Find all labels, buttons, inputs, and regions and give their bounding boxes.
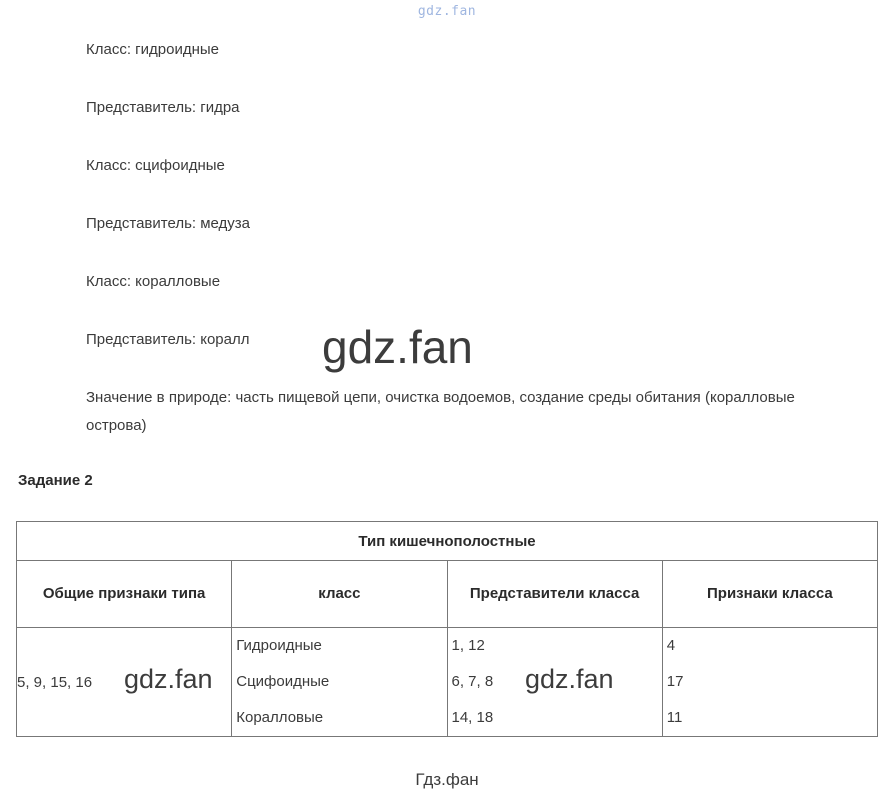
watermark-center: gdz.fan bbox=[322, 321, 473, 373]
table-caption: Тип кишечнополостные bbox=[17, 522, 878, 561]
class-name: Гидроидные bbox=[236, 637, 322, 654]
paragraph-nature-significance: Значение в природе: часть пищевой цепи, очистка водоемов, создание среды обитания (коралловые острова) bbox=[86, 389, 795, 434]
task-heading: Задание 2 bbox=[18, 472, 93, 489]
paragraph-representative-medusa: Представитель: медуза bbox=[86, 215, 251, 232]
paragraph-class-scyphoid: Класс: сцифоидные bbox=[86, 157, 225, 174]
paragraph-representative-hydra: Представитель: гидра bbox=[86, 99, 240, 116]
class-feature-value: 17 bbox=[666, 673, 684, 690]
header-class: класс bbox=[232, 561, 447, 628]
cell-common-features: 5, 9, 15, 16 bbox=[17, 628, 232, 737]
watermark-table-right: gdz.fan bbox=[525, 664, 614, 694]
table-caption-row bbox=[17, 522, 878, 561]
paragraph-class-coral: Класс: коралловые bbox=[86, 273, 221, 290]
header-representatives: Представители класса bbox=[447, 561, 662, 628]
representatives-value: 6, 7, 8 bbox=[451, 673, 494, 690]
cell-representatives bbox=[447, 628, 662, 737]
paragraph-representative-coral: Представитель: коралл bbox=[86, 331, 250, 348]
table-data-row bbox=[17, 628, 878, 737]
document-body bbox=[86, 36, 846, 466]
watermark-top: gdz.fan bbox=[417, 4, 477, 19]
watermark-table-left: gdz.fan bbox=[124, 664, 213, 694]
class-name: Коралловые bbox=[236, 709, 324, 726]
paragraph-class-hydroid: Класс: гидроидные bbox=[86, 41, 219, 58]
class-feature-value: 4 bbox=[666, 637, 676, 654]
cell-classes bbox=[232, 628, 447, 737]
representatives-value: 14, 18 bbox=[451, 709, 494, 726]
header-common-features: Общие признаки типа bbox=[17, 561, 232, 628]
class-name: Сцифоидные bbox=[236, 673, 330, 690]
class-feature-value: 11 bbox=[666, 709, 683, 726]
coelenterates-table bbox=[16, 521, 878, 737]
watermark-bottom: Гдз.фан bbox=[415, 770, 479, 789]
table-header-row bbox=[17, 561, 878, 628]
cell-class-features bbox=[662, 628, 877, 737]
representatives-value: 1, 12 bbox=[451, 637, 485, 654]
header-class-features: Признаки класса bbox=[662, 561, 877, 628]
